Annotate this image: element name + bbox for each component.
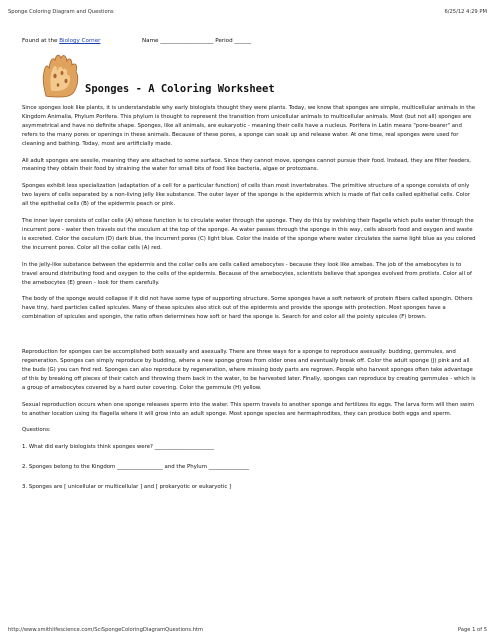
paragraph-intro: Since sponges look like plants, it is understandable why early biologists thought they were plants. Today, we know that sponges are simple, multicellular animals in the Kingdom Animalia, Phylum Porifera. This phylum is thought to represent the transition from unicellular animals to multicellular animals. Most (but not all) sponges are asymmetrical and have no definite shape. Sponges, like all animals, are eukaryotic - meaning their cells have a nucleus. Porifera in Latin means "pore-bearer" and refers to the many pores or openings in these animals. Because of these pores, a sponge can soak up and release water. At one time, real sponges were used for cleaning and bathing. Today, most are artificially made. xyxy=(22,105,476,147)
biology-corner-link[interactable]: Biology Corner xyxy=(59,38,101,44)
paragraph-spicules: The body of the sponge would collapse if it did not have some type of supporting structure. Some sponges have a soft network of protein fibers called spongin. Others have tiny, hard particles called spicules. Many of these spicules also stick out of the epidermis and provide the sponge with protection. Most sponges have a combination of spicules and spongin, the ratio often determines how soft or hard the sponge is. Search for and color all the pointy spicules (F) brown. xyxy=(22,296,473,321)
paragraph-collar-cells: The inner layer consists of collar cells (A) whose function is to circulate water through the sponge. They do this by swishing their flagella which pulls water through the incurrent pore - water then travels out the osculum at the top of the sponge. As water passes through the sponge in this way, cells absorb food and oxygen and waste is excreted. Color the osculum (D) dark blue, the incurrent pores (C) light blue. Color the inside of the sponge where water circulates the same light blue as you colored the incurrent pores. Color all the collar cells (A) red. xyxy=(22,218,476,251)
paragraph-sessile: All adult sponges are sessile, meaning they are attached to some surface. Since they cannot move, sponges cannot pursue their food. Instead, they are filter feeders, meaning they obtain their food by straining the water for small bits of food like bacteria, algae or protozoans. xyxy=(22,157,472,173)
title-row xyxy=(22,52,477,104)
question-3: 3. Sponges are [ unicellular or multicellular ] and [ prokaryotic or eukaryotic ] xyxy=(22,483,232,490)
paragraph-reproduction: Reproduction for sponges can be accomplished both sexually and asexually. There are three ways for a sponge to reproduce asexually: budding, gemmules, and regeneration. Sponges can simply reproduce by budding, where a new sponge grows from older ones and eventually break off. Color the adult sponge (J) pink and all the buds (G) you can find red. Sponges can also reproduce by regeneration, where missing body parts are regrown. People who harvest sponges often take advantage of this by breaking off pieces of their catch and throwing them back in the water, to be harvested later. Finally, sponges can reproduce by creating gemmules - which is a group of amebocytes covered by a hard outer covering. Color the gemmule (H) yellow. xyxy=(22,349,476,391)
source-credit-prefix: Found at the xyxy=(22,38,60,44)
questions-heading: Questions: xyxy=(22,427,51,434)
worksheet-meta xyxy=(22,38,477,52)
paragraph-sexual-reproduction: Sexual reproduction occurs when one sponge releases sperm into the water. This sperm travels to another sponge and fertilizes its eggs. The larva form will then swim to another location using its flagella where it will grow into an adult sponge. Most sponge species are hermaphrodites, they can produce both eggs and sperm. xyxy=(22,401,475,417)
worksheet-title: Sponges - A Coloring Worksheet xyxy=(85,83,275,95)
browser-header-timestamp: 6/25/12 4:29 PM xyxy=(444,9,487,15)
question-1: 1. What did early biologists think sponges were? ______________________ xyxy=(22,444,214,451)
name-period-line: Name ___________________ Period ______ xyxy=(142,38,252,44)
paragraph-epidermis: Sponges exhibit less specialization (adaptation of a cell for a particular function) of cells than most invertebrates. The primitive structure of a sponge consists of only two layers of cells separated by a non-living jelly like substance. The outer layer of the sponge is the epidermis which is made of flat cells called epithelial cells. Color all the epithelial cells (B) of the epidermis peach or pink. xyxy=(22,183,470,208)
browser-header-title: Sponge Coloring Diagram and Questions xyxy=(8,9,114,15)
question-2: 2. Sponges belong to the Kingdom _________________ and the Phylum _______________ xyxy=(22,463,250,470)
sponge-shape xyxy=(43,55,78,97)
paragraph-amebocytes: In the jelly-like substance between the epidermis and the collar cells are cells called amebocytes - because they look like amebas. The job of the amebocytes is to travel around distributing food and oxygen to the cells of the epidermis. Because of the amebocytes, scientists believe that sponges evolved from protists. Color all of the amebocytes (E) green - look for them carefully. xyxy=(22,261,472,286)
browser-footer-url: http://www.smithlifescience.com/SciSpongeColoringDiagramQuestions.htm xyxy=(8,627,204,633)
source-credit xyxy=(22,38,100,44)
worksheet-page xyxy=(22,38,477,502)
sponge-photo-icon xyxy=(38,52,82,98)
section-gap xyxy=(22,330,477,348)
browser-footer-page: Page 1 of 5 xyxy=(457,627,487,633)
